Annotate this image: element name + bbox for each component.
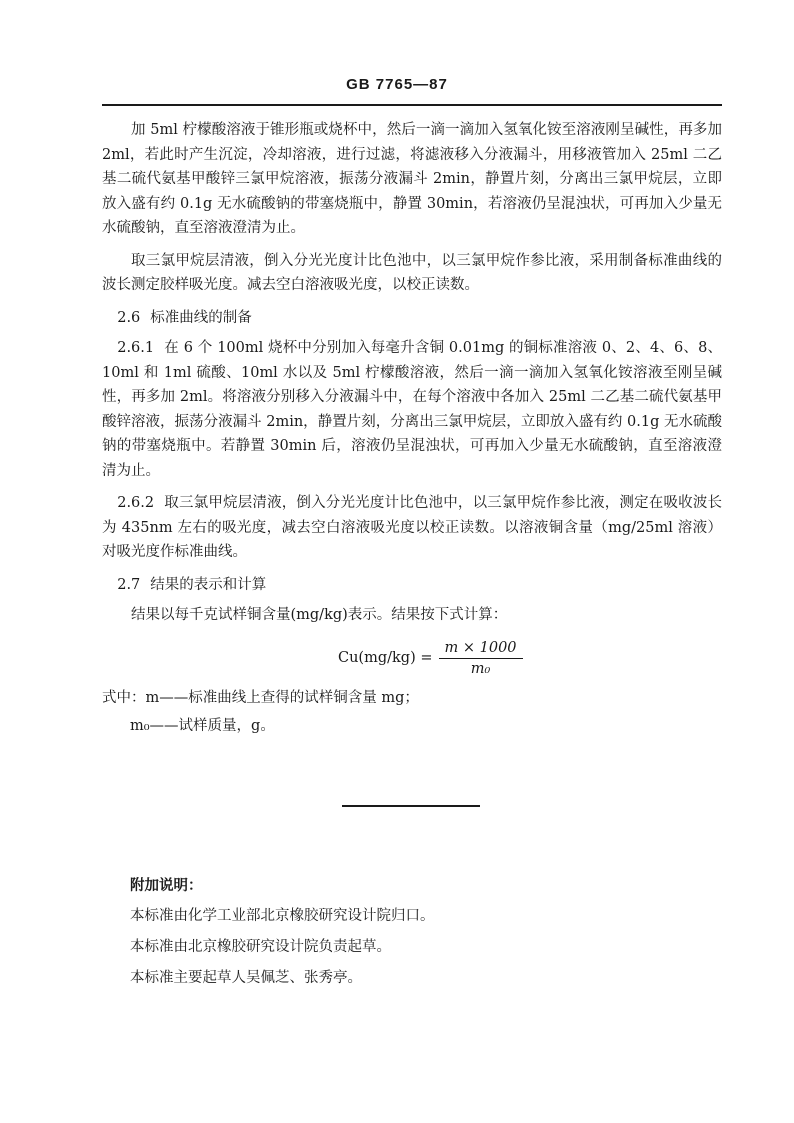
- end-rule: [342, 805, 480, 807]
- formula-fraction: [439, 638, 523, 679]
- clause-2-6-1: [102, 336, 722, 483]
- definition-m0: m₀——试样质量，g。: [130, 718, 275, 734]
- section-number: 2.6: [117, 309, 141, 326]
- appendix-line: 本标准主要起草人吴佩芝、张秀亭。: [130, 970, 362, 986]
- definition-m: 式中：m——标准曲线上查得的试样铜含量 mg；: [102, 689, 419, 706]
- section-2-6-heading: [102, 306, 722, 331]
- paragraph-procedure: 加 5ml 柠檬酸溶液于锥形瓶或烧杯中，然后一滴一滴加入氢氧化铵至溶液刚呈碱性，再多加 2ml，若此时产生沉淀，冷却溶液，进行过滤，将滤液移入分液漏斗，用移液管加入 25ml 二乙基二硫代氨基甲酸锌三氯甲烷溶液，振荡分液漏斗 2min，静置片刻，分离出三氯甲烷层，立即放入盛有约 0.1g 无水硫酸钠的带塞烧瓶中，静置 30min，若溶液仍呈混浊状，可再加入少量无水硫酸钠，直至溶液澄清为止。: [102, 122, 722, 236]
- clause-text: 取三氯甲烷层清液，倒入分光光度计比色池中，以三氯甲烷作参比液，测定在吸收波长为 435nm 左右的吸光度，减去空白溶液吸光度以校正读数。以溶液铜含量（mg/25ml 溶液）对吸光度作标准曲线。: [102, 495, 722, 560]
- clause-2-6-2: [102, 491, 722, 565]
- formula-denominator: m₀: [470, 661, 491, 677]
- formula: [102, 638, 722, 680]
- main-content: [102, 118, 722, 739]
- formula-numerator: m × 1000: [439, 638, 523, 659]
- appendix-line: 本标准由北京橡胶研究设计院负责起草。: [130, 939, 391, 955]
- header-rule: [102, 104, 722, 106]
- appendix-title: 附加说明：: [130, 877, 203, 894]
- appendix: [130, 870, 690, 994]
- section-title: 标准曲线的制备: [150, 309, 252, 326]
- standard-id: GB 7765—87: [346, 76, 448, 93]
- result-intro: 结果以每千克试样铜含量(mg/kg)表示。结果按下式计算：: [131, 607, 508, 623]
- clause-text: 在 6 个 100ml 烧杯中分别加入每毫升含铜 0.01mg 的铜标准溶液 0、2、4、6、8、10ml 和 1ml 硫酸、10ml 水以及 5ml 柠檬酸溶液，然后一滴一滴加入氢氧化铵溶液至刚呈碱性，再多加 2ml。将溶液分别移入分液漏斗中，在每个溶液中各加入 25ml 二乙基二硫代氨基甲酸锌溶液，振荡分液漏斗 2min，静置片刻，分离出三氯甲烷层，立即放入盛有约 0.1g 无水硫酸钠的带塞烧瓶中。若静置 30min 后，溶液仍呈混浊状，可再加入少量无水硫酸钠，直至溶液澄清为止。: [102, 340, 722, 479]
- clause-number: 2.6.1: [117, 340, 155, 356]
- clause-number: 2.6.2: [117, 495, 155, 511]
- appendix-line: 本标准由化学工业部北京橡胶研究设计院归口。: [130, 908, 435, 924]
- section-number: 2.7: [117, 576, 141, 593]
- section-title: 结果的表示和计算: [150, 576, 267, 593]
- formula-lhs: Cu(mg/kg) =: [338, 650, 433, 667]
- paragraph-measurement: 取三氯甲烷层清液，倒入分光光度计比色池中，以三氯甲烷作参比液，采用制备标准曲线的波长测定胶样吸光度。减去空白溶液吸光度，以校正读数。: [102, 252, 722, 293]
- section-2-7-heading: [102, 573, 722, 598]
